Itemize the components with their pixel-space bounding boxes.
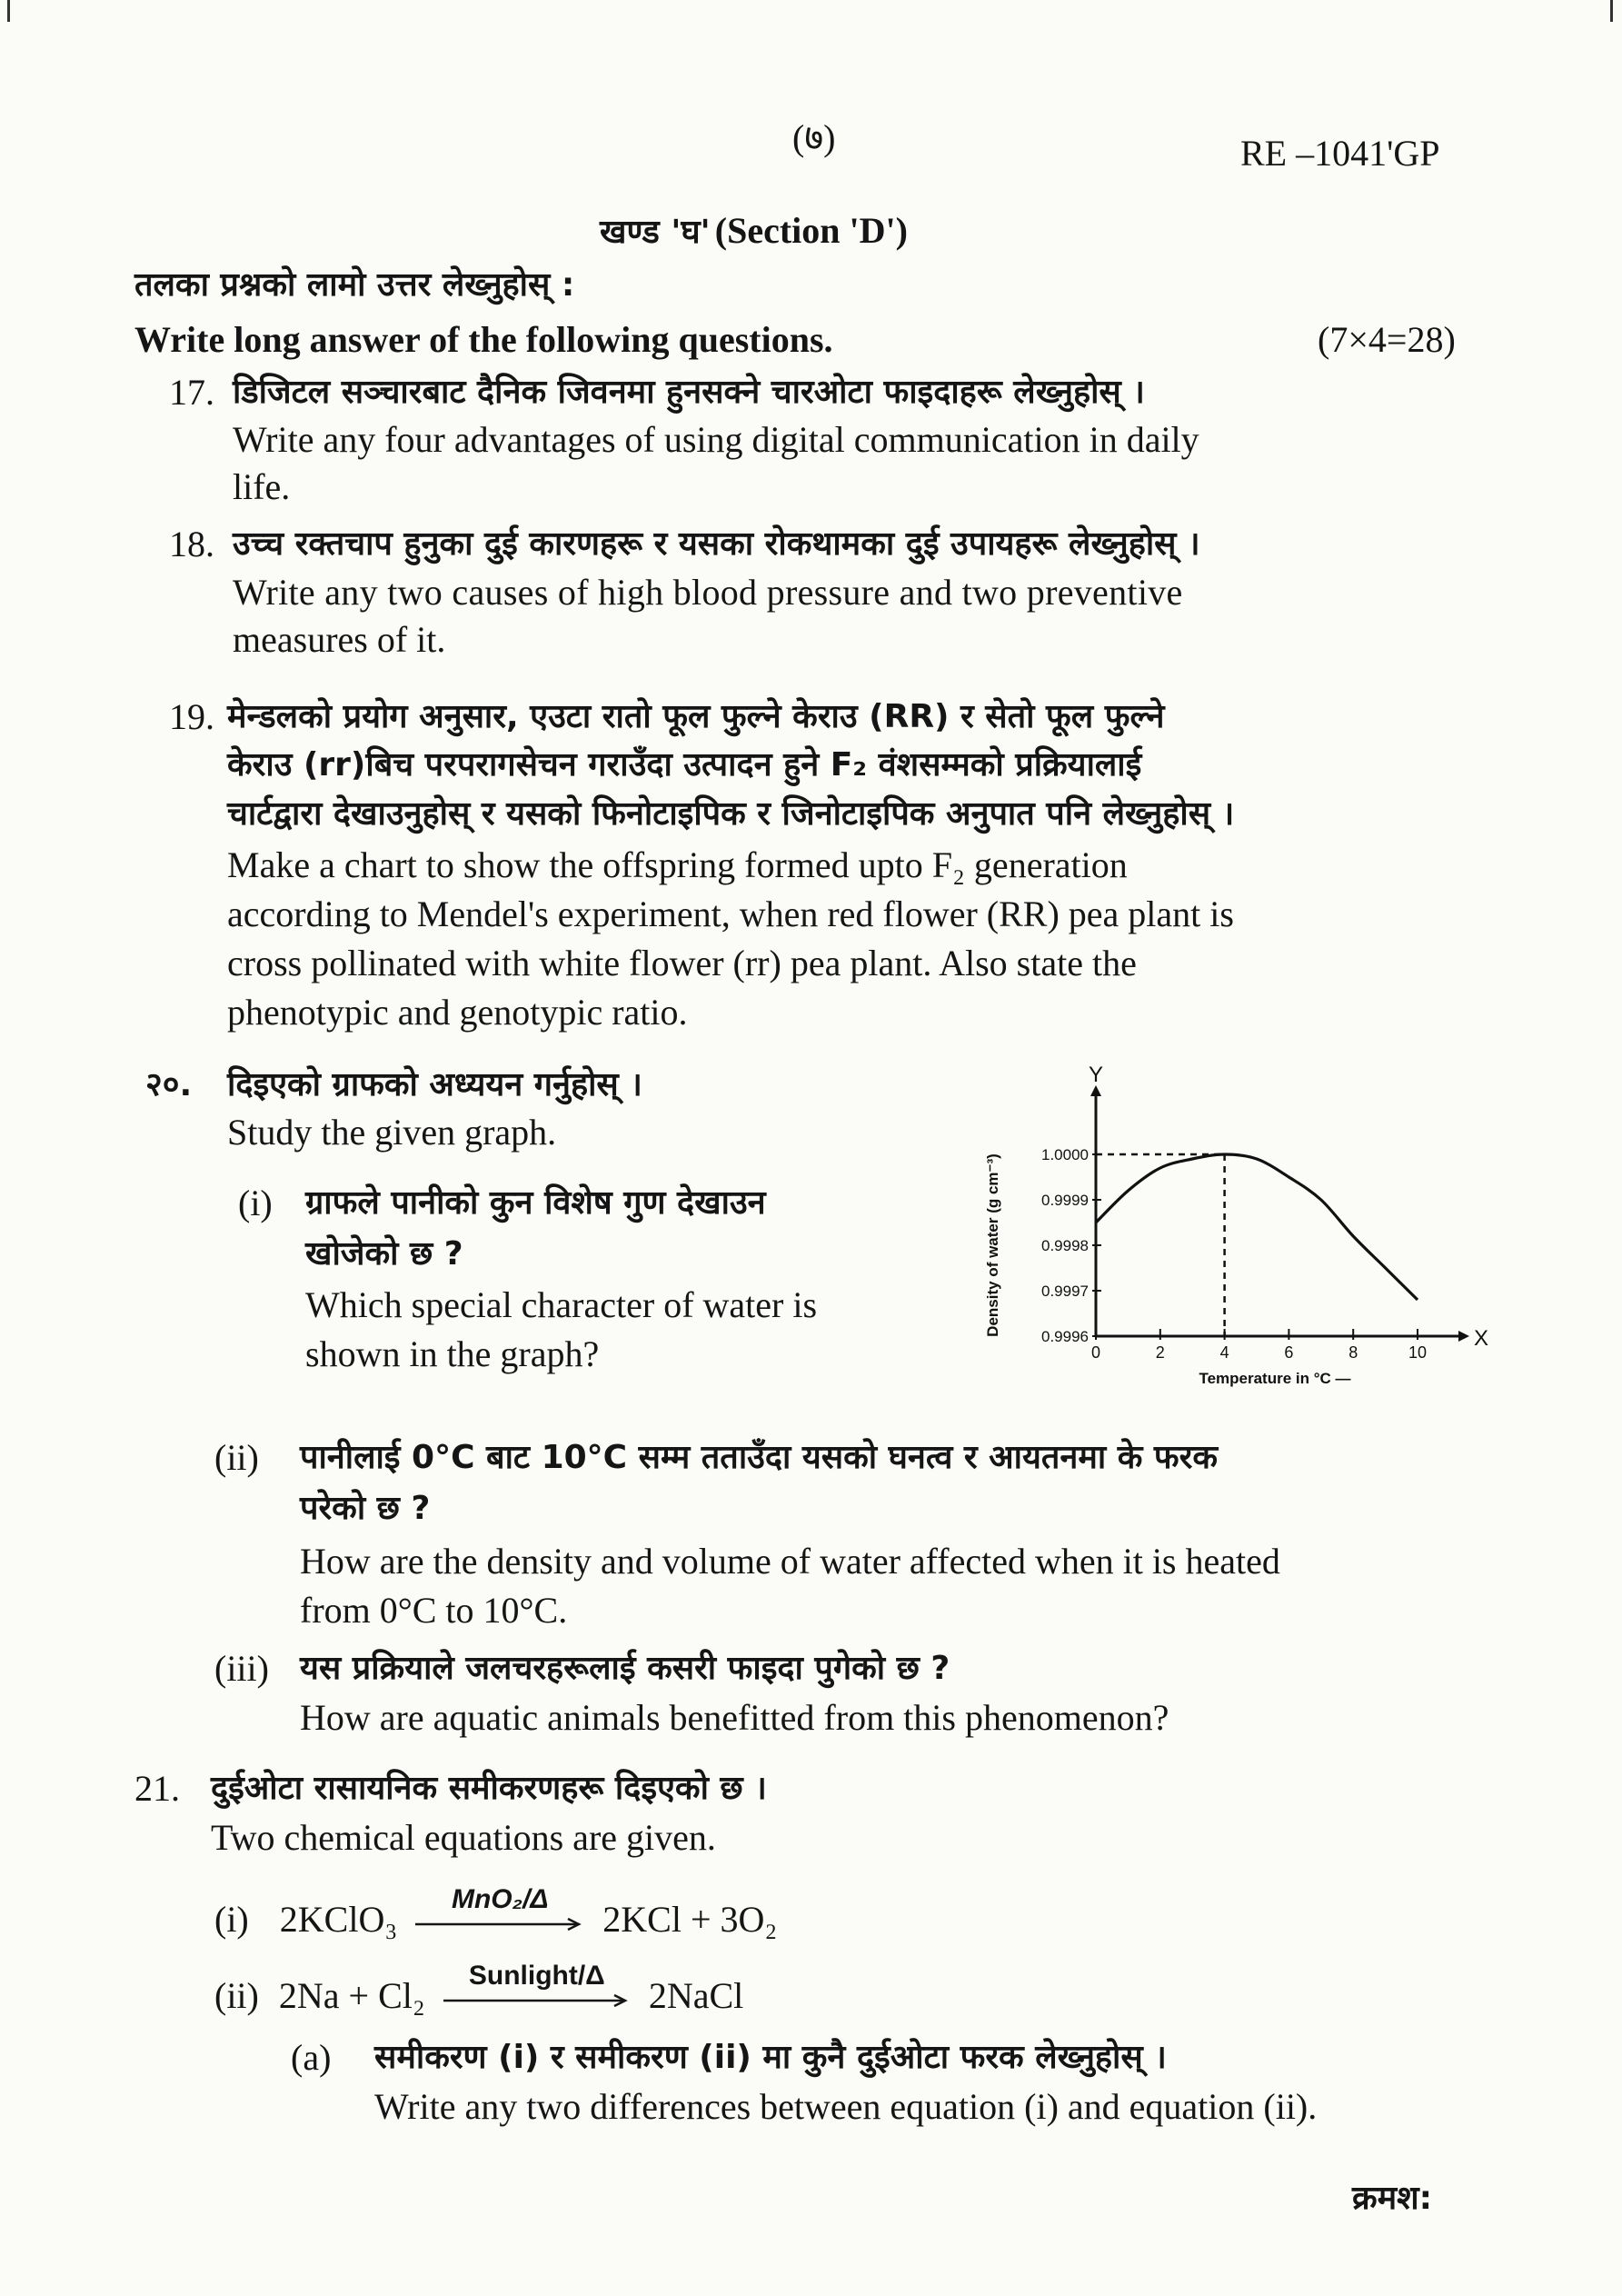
q21-np: दुईओटा रासायनिक समीकरणहरू दिइएको छ ।	[211, 1770, 767, 1807]
q18-en-line1: Write any two causes of high blood pressure and two preventive	[233, 572, 1183, 613]
q21-equation-2	[214, 1960, 744, 2018]
instruction-en: Write long answer of the following questions.	[134, 319, 833, 360]
q18-np: उच्च रक्तचाप हुनुका दुई कारणहरू र यसका रोकथामका दुई उपायहरू लेख्नुहोस् ।	[233, 525, 1200, 563]
q21-a-number: (a)	[291, 2037, 332, 2078]
q19-np-line1: मेन्डलको प्रयोग अनुसार, एउटा रातो फूल फुल्ने केराउ (RR) र सेतो फूल फुल्ने	[227, 698, 1165, 735]
eq2-arrow	[442, 1960, 632, 2018]
density-temperature-chart	[972, 1063, 1489, 1409]
y-tick-label: 0.9997	[1041, 1283, 1089, 1300]
scan-edge-mark-right	[1610, 0, 1613, 22]
x-tick-label: 8	[1348, 1343, 1358, 1362]
x-tick-label: 2	[1155, 1343, 1165, 1362]
eq1-products: 2KCl + 3O₂	[602, 1899, 778, 1940]
eq1-number: (i)	[214, 1899, 249, 1940]
q20-number: २०.	[145, 1066, 193, 1103]
q20-np: दिइएको ग्राफको अध्ययन गर्नुहोस् ।	[227, 1066, 642, 1103]
eq2-products: 2NaCl	[648, 1975, 744, 2016]
q20-ii-en-line1: How are the density and volume of water affected when it is heated	[300, 1541, 1280, 1582]
chart-guides	[1096, 1154, 1225, 1336]
q19-en-line1: Make a chart to show the offspring formed upto F₂ generation	[227, 844, 1128, 885]
q21-en: Two chemical equations are given.	[211, 1817, 716, 1858]
q18-en-line2: measures of it.	[233, 619, 446, 660]
q20-iii-en: How are aquatic animals benefitted from this phenomenon?	[300, 1697, 1169, 1738]
scan-edge-mark-left	[7, 0, 10, 22]
q21-a-np: समीकरण (i) र समीकरण (ii) मा कुनै दुईओटा फरक लेख्नुहोस् ।	[374, 2039, 1167, 2076]
chart-axes	[1090, 1085, 1469, 1342]
x-tick-label: 0	[1090, 1343, 1101, 1362]
q21-a-en: Write any two differences between equation (i) and equation (ii).	[374, 2086, 1318, 2127]
eq1-arrow	[413, 1883, 586, 1942]
right-arrow-icon	[413, 1918, 586, 1931]
q20-i-np-line2: खोजेको छ ?	[305, 1235, 463, 1273]
x-axis-label: Temperature in °C —	[1199, 1370, 1351, 1387]
q17-np: डिजिटल सञ्चारबाट दैनिक जिवनमा हुनसक्ने चारओटा फाइदाहरू लेख्नुहोस् ।	[233, 374, 1145, 411]
section-title-en: (Section 'D')	[714, 210, 908, 251]
q20-i-number: (i)	[238, 1183, 273, 1223]
right-arrow-icon	[442, 1994, 632, 2007]
section-marks: (7×4=28)	[1318, 319, 1456, 360]
q17-en-line1: Write any four advantages of using digital communication in daily	[233, 419, 1199, 460]
eq2-number: (ii)	[214, 1975, 259, 2016]
page-number: (७)	[792, 117, 836, 158]
q17-number: 17.	[169, 372, 214, 413]
q19-en-line4: phenotypic and genotypic ratio.	[227, 992, 688, 1033]
q20-ii-en-line2: from 0°C to 10°C.	[300, 1590, 568, 1631]
x-tick-label: 6	[1284, 1343, 1294, 1362]
x-tick-label: 4	[1219, 1343, 1229, 1362]
q20-ii-np-line2: परेको छ ?	[300, 1490, 431, 1527]
eq1-condition: MnO₂/Δ	[451, 1883, 549, 1914]
q19-np-line2: केराउ (rr)बिच परपरागसेचन गराउँदा उत्पादन हुने F₂ वंशसम्मको प्रक्रियालाई	[227, 746, 1142, 784]
y-axis-label: Density of water (g cm⁻³)	[984, 1153, 1001, 1337]
x-axis-letter: X	[1474, 1326, 1489, 1351]
eq2-condition: Sunlight/Δ	[468, 1960, 605, 1991]
q19-number: 19.	[169, 696, 214, 737]
q20-iii-np: यस प्रक्रियाले जलचरहरूलाई कसरी फाइदा पुगेको छ ?	[300, 1650, 950, 1687]
y-tick-label: 0.9998	[1041, 1237, 1089, 1254]
eq1-reactants: 2KClO₃	[279, 1899, 398, 1940]
density-curve	[1096, 1154, 1418, 1300]
q20-en: Study the given graph.	[227, 1112, 557, 1153]
q18-number: 18.	[169, 524, 214, 564]
section-heading	[600, 209, 908, 255]
x-axis-arrow-icon	[1458, 1331, 1469, 1342]
q19-en-line2: according to Mendel's experiment, when red flower (RR) pea plant is	[227, 893, 1234, 934]
q21-equation-1	[214, 1883, 778, 1942]
q17-en-line2: life.	[233, 466, 291, 507]
paper-code: RE –1041'GP	[1240, 133, 1440, 174]
x-tick-label: 10	[1408, 1343, 1428, 1362]
q20-i-en-line1: Which special character of water is	[305, 1284, 818, 1325]
q21-number: 21.	[134, 1768, 180, 1809]
chart-series	[1096, 1154, 1418, 1300]
section-title-np: खण्ड 'घ'	[600, 214, 711, 251]
q20-iii-number: (iii)	[214, 1648, 269, 1689]
eq2-reactants: 2Na + Cl₂	[278, 1975, 425, 2016]
y-tick-label: 0.9999	[1041, 1192, 1089, 1209]
q19-en-line3: cross pollinated with white flower (rr) pea plant. Also state the	[227, 943, 1137, 983]
y-tick-label: 1.0000	[1041, 1146, 1089, 1163]
q20-i-en-line2: shown in the graph?	[305, 1333, 600, 1374]
y-tick-label: 0.9996	[1041, 1328, 1089, 1345]
y-axis-letter: Y	[1089, 1063, 1104, 1087]
continued-label: क्रमश:	[1352, 2180, 1433, 2217]
q20-ii-number: (ii)	[214, 1437, 259, 1478]
q20-ii-np-line1: पानीलाई 0°C बाट 10°C सम्म तताउँदा यसको घनत्व र आयतनमा के फरक	[300, 1439, 1219, 1476]
q19-np-line3: चार्टद्वारा देखाउनुहोस् र यसको फिनोटाइपिक र जिनोटाइपिक अनुपात पनि लेख्नुहोस् ।	[227, 795, 1235, 833]
q20-i-np-line1: ग्राफले पानीको कुन विशेष गुण देखाउन	[305, 1184, 766, 1222]
instruction-np: तलका प्रश्नको लामो उत्तर लेख्नुहोस् :	[134, 266, 575, 304]
